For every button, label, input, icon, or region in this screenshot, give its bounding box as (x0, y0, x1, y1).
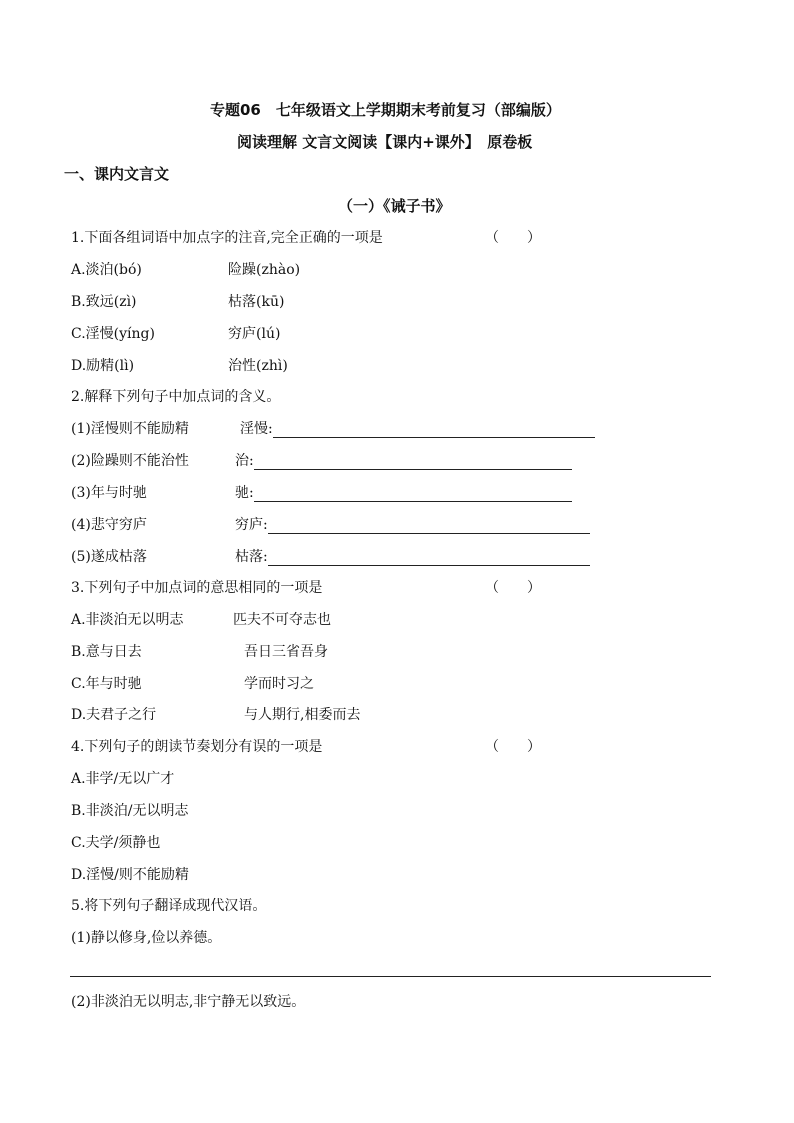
q1-option-b-word2: 枯落(kū) (228, 294, 285, 310)
answer-blank[interactable] (254, 486, 572, 502)
q4-option-d: D.淫慢/则不能励精 (71, 867, 189, 883)
answer-blank[interactable] (254, 454, 572, 470)
q1-stem: 1.下面各组词语中加点字的注音,完全正确的一项是 (71, 230, 383, 246)
q1-option-a-word2: 险躁(zhào) (228, 262, 301, 278)
q3-option-c: C.年与时驰 (71, 676, 142, 692)
q2-item-5: (5)遂成枯落 (71, 549, 147, 565)
q2-stem: 2.解释下列句子中加点词的含义。 (71, 389, 281, 405)
q2-item-5-label: 枯落: (235, 549, 268, 565)
q3-option-a: A.非淡泊无以明志 (71, 612, 184, 628)
q3-option-d-compare: 与人期行,相委而去 (244, 707, 361, 723)
q2-item-4-word (235, 516, 590, 534)
q2-item-1-label: 淫慢: (240, 421, 273, 437)
answer-blank[interactable] (268, 550, 590, 566)
q5-item-1: (1)静以修身,俭以养德。 (71, 930, 222, 946)
q2-item-2: (2)险躁则不能治性 (71, 453, 189, 469)
q3-option-a-compare: 匹夫不可夺志也 (233, 612, 331, 628)
answer-blank[interactable] (268, 518, 590, 534)
q1-option-d-word2: 治性(zhì) (228, 358, 288, 374)
q2-item-4: (4)悲守穷庐 (71, 517, 147, 533)
q1-option-d: D.励精(lì) (71, 358, 135, 374)
passage-title: （一）《诫子书》 (338, 197, 451, 215)
q2-item-5-word (235, 548, 590, 566)
q3-option-b: B.意与日去 (71, 644, 142, 660)
q5-item-2: (2)非淡泊无以明志,非宁静无以致远。 (71, 994, 306, 1010)
q1-answer-paren: （ ） (485, 230, 541, 246)
q2-item-1-word (240, 420, 595, 438)
q2-item-1: (1)淫慢则不能励精 (71, 421, 189, 437)
answer-line[interactable] (70, 976, 711, 977)
q2-item-3: (3)年与时驰 (71, 485, 147, 501)
q3-option-c-compare: 学而时习之 (244, 676, 314, 692)
q3-answer-paren: （ ） (485, 580, 541, 596)
q1-option-b: B.致远(zì) (71, 294, 137, 310)
q3-option-b-compare: 吾日三省吾身 (244, 644, 328, 660)
q2-item-3-label: 驰: (235, 485, 254, 501)
q1-option-c-word2: 穷庐(lú) (228, 326, 281, 342)
q4-option-b: B.非淡泊/无以明志 (71, 803, 189, 819)
q4-option-a: A.非学/无以广才 (71, 771, 175, 787)
q4-stem: 4.下列句子的朗读节奏划分有误的一项是 (71, 739, 323, 755)
answer-blank[interactable] (273, 422, 595, 438)
q3-option-d: D.夫君子之行 (71, 707, 157, 723)
doc-title: 专题06 七年级语文上学期期末考前复习（部编版） (210, 101, 561, 119)
doc-subtitle: 阅读理解 文言文阅读【课内+课外】 原卷板 (237, 133, 533, 151)
q2-item-3-word (235, 484, 572, 502)
q5-stem: 5.将下列句子翻译成现代汉语。 (71, 898, 267, 914)
q1-option-a: A.淡泊(bó) (71, 262, 142, 278)
q1-option-c: C.淫慢(yíng) (71, 326, 155, 342)
q4-answer-paren: （ ） (485, 739, 541, 755)
q2-item-2-word (235, 452, 572, 470)
q4-option-c: C.夫学/须静也 (71, 835, 161, 851)
section-heading: 一、课内文言文 (64, 165, 170, 183)
q2-item-4-label: 穷庐: (235, 517, 268, 533)
q2-item-2-label: 治: (235, 453, 254, 469)
q3-stem: 3.下列句子中加点词的意思相同的一项是 (71, 580, 323, 596)
